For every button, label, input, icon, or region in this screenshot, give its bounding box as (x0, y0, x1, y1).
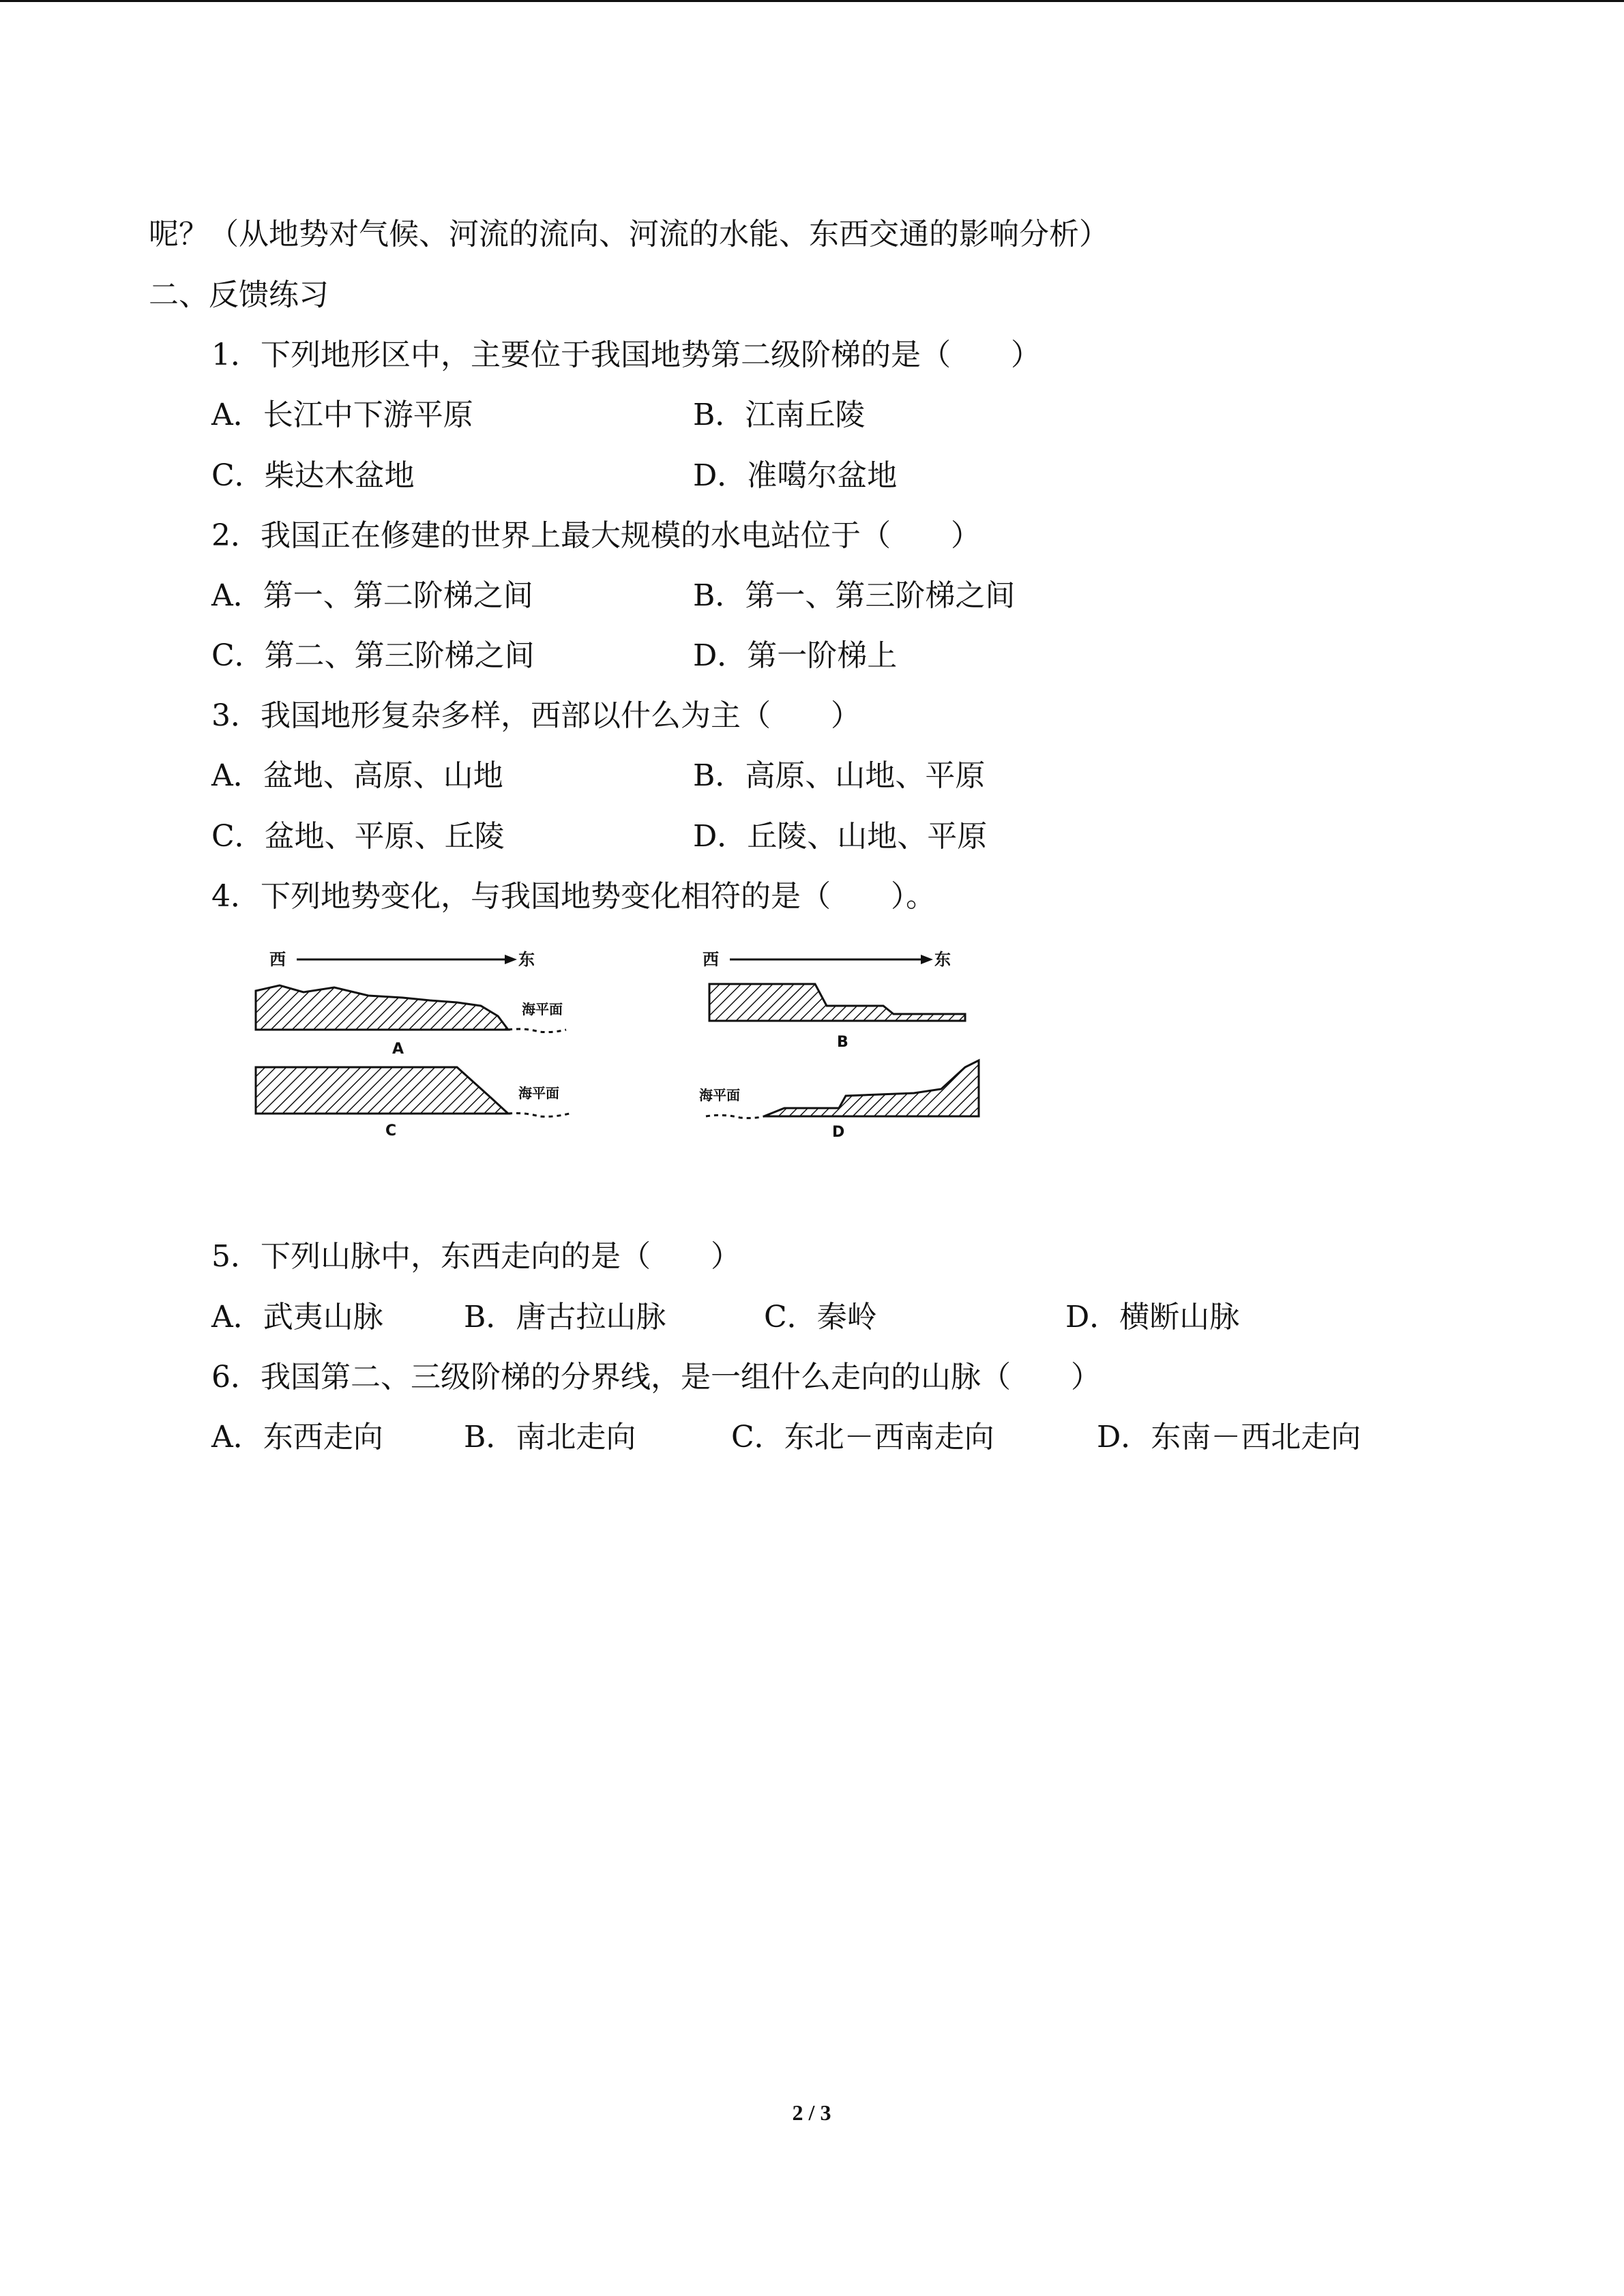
question-3-stem: 3．我国地形复杂多样，西部以什么为主（ ） (211, 698, 861, 733)
question-1-option-a: A．长江中下游平原 (211, 398, 473, 432)
profile-c-sea (508, 1114, 570, 1117)
page-number: 2 / 3 (792, 2100, 831, 2125)
question-2-stem: 2．我国正在修建的世界上最大规模的水电站位于（ ） (211, 518, 981, 553)
profile-d-label: D (832, 1124, 845, 1141)
profile-d-sea (706, 1115, 764, 1118)
intro-line: 呢？（从地势对气候、河流的流向、河流的水能、东西交通的影响分析） (149, 217, 1109, 252)
profile-b-terrain (709, 984, 965, 1021)
question-5-option-d: D．横断山脉 (1065, 1300, 1240, 1335)
profile-a-label: A (392, 1041, 404, 1058)
profile-a (256, 950, 566, 1058)
profile-a-west-label: 西 (269, 950, 286, 969)
question-5-option-b: B．唐古拉山脉 (464, 1300, 666, 1335)
question-1-option-c: C．柴达木盆地 (211, 458, 415, 493)
profile-a-sea (508, 1029, 566, 1032)
question-5-stem: 5．下列山脉中，东西走向的是（ ） (211, 1239, 741, 1274)
terrain-profile-figure (246, 938, 1023, 1213)
profile-b-arrowhead (921, 955, 933, 964)
profile-c-label: C (385, 1122, 397, 1139)
question-4-stem: 4．下列地势变化，与我国地势变化相符的是（ ）。 (211, 879, 936, 914)
question-6-option-d: D．东南－西北走向 (1097, 1420, 1361, 1455)
page-top-border (0, 0, 1624, 2)
question-5-option-c: C．秦岭 (764, 1300, 877, 1335)
profile-c-terrain (256, 1067, 508, 1114)
section-title: 二、反馈练习 (149, 278, 329, 312)
question-5-option-a: A．武夷山脉 (211, 1300, 383, 1335)
profile-a-arrowhead (505, 955, 517, 964)
profile-d-sea-level-label: 海平面 (699, 1087, 740, 1103)
question-1-option-d: D．准噶尔盆地 (693, 458, 898, 493)
question-3-option-c: C．盆地、平原、丘陵 (211, 819, 505, 854)
question-1-option-b: B．江南丘陵 (693, 398, 866, 432)
question-3-option-b: B．高原、山地、平原 (693, 758, 986, 793)
question-3-option-a: A．盆地、高原、山地 (211, 758, 503, 793)
question-6-stem: 6．我国第二、三级阶梯的分界线，是一组什么走向的山脉（ ） (211, 1360, 1101, 1395)
question-1-stem: 1．下列地形区中，主要位于我国地势第二级阶梯的是（ ） (211, 338, 1041, 372)
question-2-option-b: B．第一、第三阶梯之间 (693, 578, 1016, 613)
profile-b-label: B (837, 1034, 848, 1051)
profile-c (256, 1067, 570, 1139)
profile-b-west-label: 西 (703, 950, 719, 969)
profile-d-terrain (764, 1060, 979, 1116)
question-6-option-c: C．东北－西南走向 (731, 1420, 994, 1455)
profile-c-sea-level-label: 海平面 (518, 1085, 559, 1101)
profile-a-sea-level-label: 海平面 (522, 1001, 563, 1017)
question-6-option-b: B．南北走向 (464, 1420, 636, 1455)
question-3-option-d: D．丘陵、山地、平原 (693, 819, 988, 854)
profile-b (703, 950, 965, 1051)
question-2-option-a: A．第一、第二阶梯之间 (211, 578, 533, 613)
profile-a-east-label: 东 (518, 950, 535, 969)
profile-d (699, 1060, 979, 1141)
question-2-option-d: D．第一阶梯上 (693, 638, 898, 673)
profile-a-terrain (256, 985, 508, 1030)
profile-b-east-label: 东 (934, 950, 951, 969)
question-2-option-c: C．第二、第三阶梯之间 (211, 638, 535, 673)
question-6-option-a: A．东西走向 (211, 1420, 383, 1455)
